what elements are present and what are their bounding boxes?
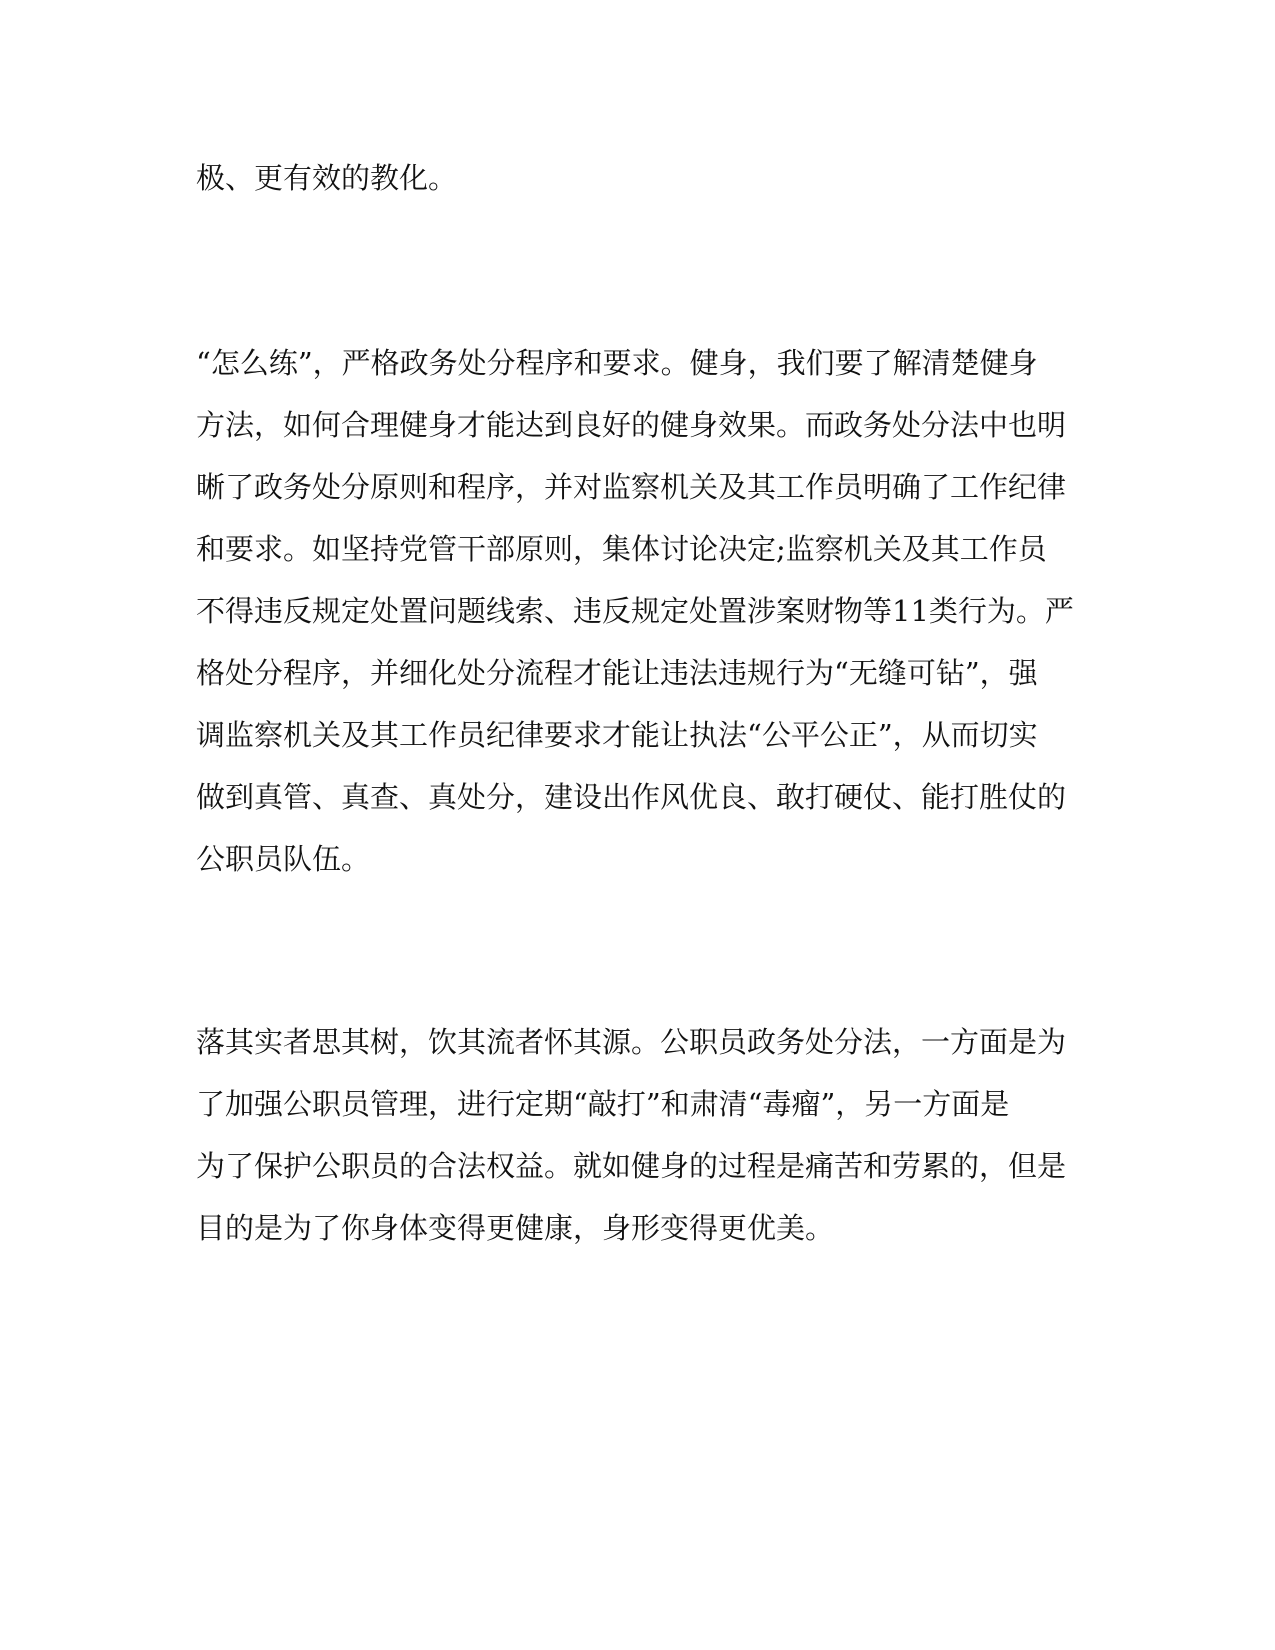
paragraph-2-line-6: 格处分程序，并细化处分流程才能让违法违规行为“无缝可钻”，强 [196,656,1038,690]
paragraph-3-line-2: 了加强公职员管理，进行定期“敲打”和肃清“毒瘤”，另一方面是 [196,1087,1010,1121]
paragraph-3-line-1: 落其实者思其树，饮其流者怀其源。公职员政务处分法，一方面是为 [196,1025,1067,1059]
paragraph-1-line-1: 极、更有效的教化。 [196,161,458,195]
paragraph-2-line-9: 公职员队伍。 [196,842,371,876]
paragraph-2-line-5: 不得违反规定处置问题线索、违反规定处置涉案财物等11类行为。严 [196,594,1074,628]
paragraph-2-line-2: 方法，如何合理健身才能达到良好的健身效果。而政务处分法中也明 [196,408,1067,442]
paragraph-2-line-8: 做到真管、真查、真处分，建设出作风优良、敢打硬仗、能打胜仗的 [196,780,1067,814]
paragraph-2-line-7: 调监察机关及其工作员纪律要求才能让执法“公平公正”，从而切实 [196,718,1038,752]
paragraph-2-line-4: 和要求。如坚持党管干部原则，集体讨论决定;监察机关及其工作员 [196,532,1047,566]
paragraph-3-line-3: 为了保护公职员的合法权益。就如健身的过程是痛苦和劳累的，但是 [196,1149,1067,1183]
paragraph-2-line-3: 晰了政务处分原则和程序，并对监察机关及其工作员明确了工作纪律 [196,470,1067,504]
paragraph-3-line-4: 目的是为了你身体变得更健康，身形变得更优美。 [196,1211,835,1245]
paragraph-2-line-1: “怎么练”，严格政务处分程序和要求。健身，我们要了解清楚健身 [196,346,1038,380]
